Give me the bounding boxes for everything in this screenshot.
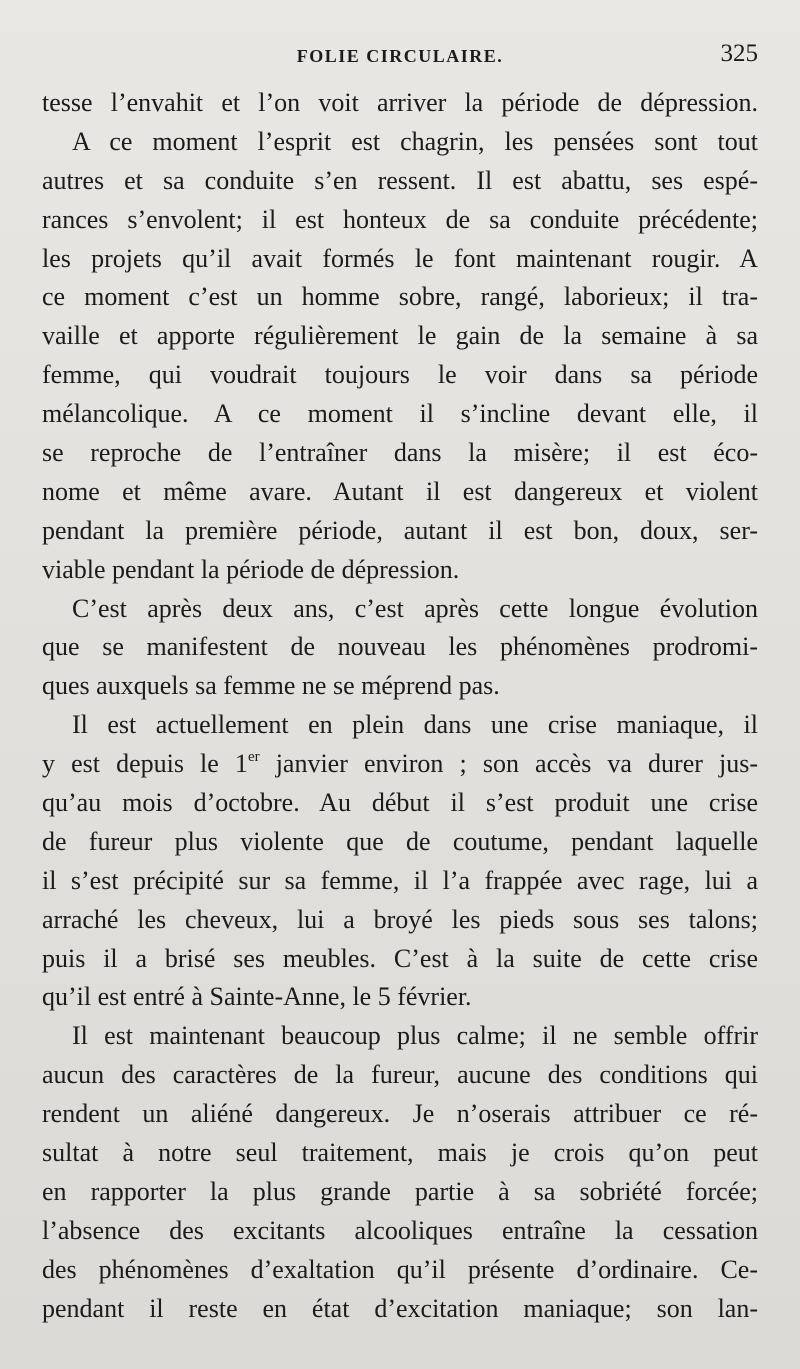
text-line: Il est actuellement en plein dans une crise maniaque, il bbox=[72, 710, 758, 740]
text-line: rances s’envolent; il est honteux de sa conduite précédente; bbox=[42, 204, 758, 234]
text-line: viable pendant la période de dépression. bbox=[42, 554, 460, 584]
text-line: C’est après deux ans, c’est après cette longue évolution bbox=[72, 593, 758, 623]
text-line: vaille et apporte régulièrement le gain de la semaine à sa bbox=[42, 321, 758, 351]
text-line: en rapporter la plus grande partie à sa sobriété forcée; bbox=[42, 1176, 758, 1206]
text-line: l’absence des excitants alcooliques entraîne la cessation bbox=[42, 1215, 758, 1245]
text-line: de fureur plus violente que de coutume, pendant laquelle bbox=[42, 826, 758, 856]
text-line-start: y est depuis le 1 bbox=[42, 749, 248, 779]
text-line: pendant il reste en état d’excitation maniaque; son lan- bbox=[42, 1293, 758, 1323]
running-title: FOLIE CIRCULAIRE. bbox=[296, 46, 504, 66]
text-line: femme, qui voudrait toujours le voir dans sa période bbox=[42, 360, 758, 390]
text-line: rendent un aliéné dangereux. Je n’oserais attribuer ce ré- bbox=[42, 1099, 758, 1129]
text-line-with-superscript bbox=[42, 745, 758, 784]
text-line: mélancolique. A ce moment il s’incline devant elle, il bbox=[42, 399, 758, 429]
text-line: puis il a brisé ses meubles. C’est à la suite de cette crise bbox=[42, 943, 758, 973]
text-line: les projets qu’il avait formés le font maintenant rougir. A bbox=[42, 243, 758, 273]
text-line: pendant la première période, autant il est bon, doux, ser- bbox=[42, 515, 758, 545]
text-line: ques auxquels sa femme ne se méprend pas. bbox=[42, 671, 500, 701]
text-line: Il est maintenant beaucoup plus calme; il ne semble offrir bbox=[72, 1021, 758, 1051]
page-number: 325 bbox=[720, 40, 758, 67]
text-line: qu’il est entré à Sainte-Anne, le 5 février. bbox=[42, 982, 472, 1012]
text-line: il s’est précipité sur sa femme, il l’a frappée avec rage, lui a bbox=[42, 865, 758, 895]
text-line: se reproche de l’entraîner dans la misère; il est éco- bbox=[42, 438, 758, 468]
running-head bbox=[42, 36, 758, 76]
text-line: des phénomènes d’exaltation qu’il présente d’ordinaire. Ce- bbox=[42, 1254, 758, 1284]
text-line: tesse l’envahit et l’on voit arriver la période de dépression. bbox=[42, 88, 758, 117]
text-line: ce moment c’est un homme sobre, rangé, laborieux; il tra- bbox=[42, 282, 758, 312]
text-line: arraché les cheveux, lui a broyé les pieds sous ses talons; bbox=[42, 904, 758, 934]
text-line: A ce moment l’esprit est chagrin, les pensées sont tout bbox=[72, 126, 758, 156]
text-line: que se manifestent de nouveau les phénomènes prodromi- bbox=[42, 632, 758, 662]
body-text bbox=[42, 84, 758, 1329]
ordinal-superscript: er bbox=[247, 749, 260, 766]
text-line: qu’au mois d’octobre. Au début il s’est produit une crise bbox=[42, 788, 758, 818]
text-line: aucun des caractères de la fureur, aucune des conditions qui bbox=[42, 1060, 758, 1090]
text-line: nome et même avare. Autant il est dangereux et violent bbox=[42, 476, 758, 506]
text-line: autres et sa conduite s’en ressent. Il est abattu, ses espé- bbox=[42, 165, 758, 195]
text-line: sultat à notre seul traitement, mais je crois qu’on peut bbox=[42, 1138, 758, 1168]
text-line-end: janvier environ ; son accès va durer jus- bbox=[259, 749, 759, 779]
